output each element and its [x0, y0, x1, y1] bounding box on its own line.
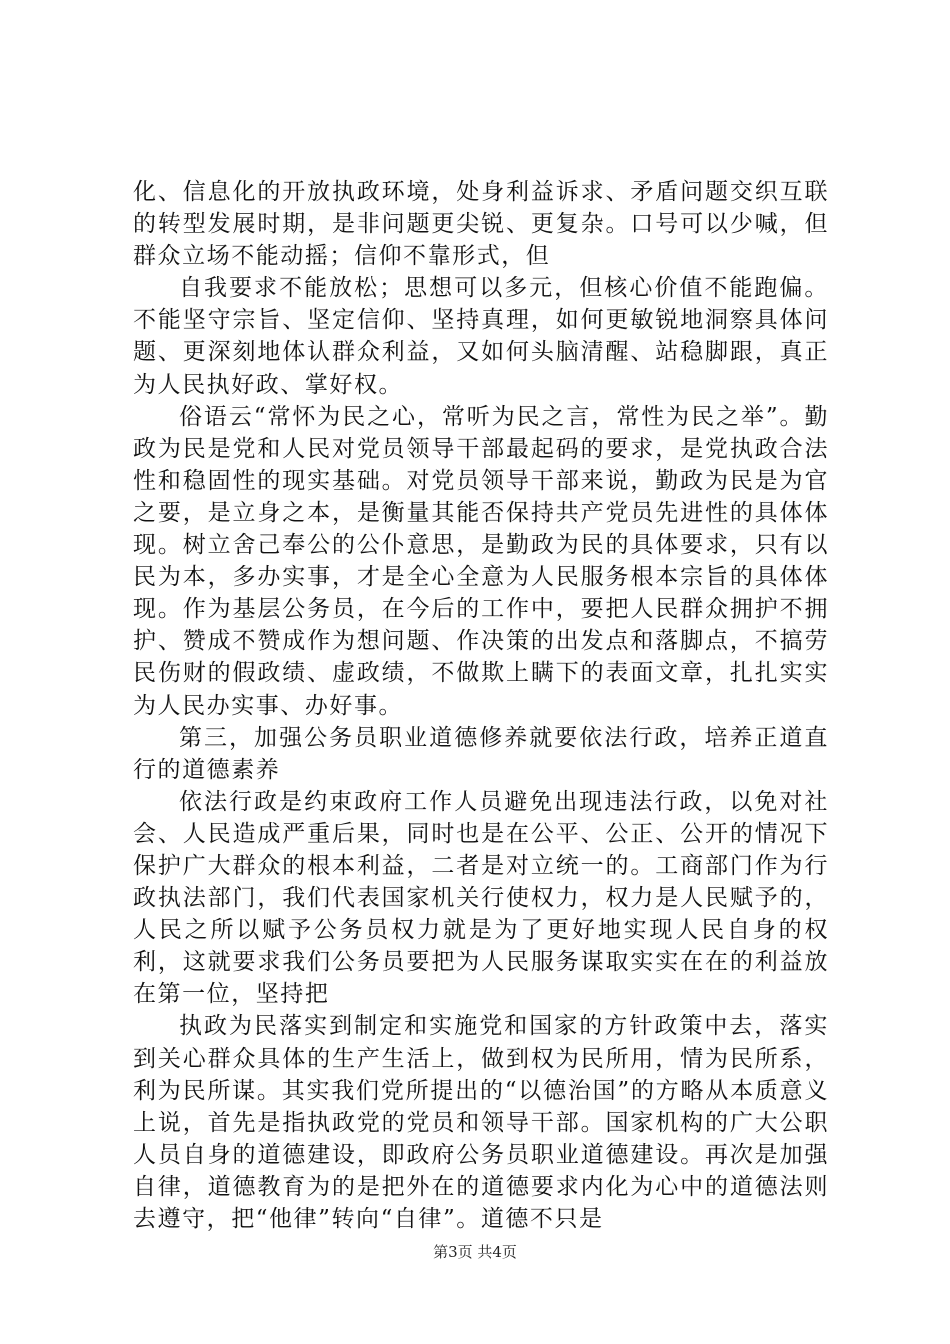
- paragraph-1: 化、信息化的开放执政环境，处身利益诉求、矛盾问题交织互联的转型发展时期，是非问题更尖锐、更复杂。口号可以少喊，但群众立场不能动摇；信仰不靠形式，但: [133, 179, 829, 270]
- paragraph-5: 依法行政是约束政府工作人员避免出现违法行政，以免对社会、人民造成严重后果，同时也是在公平、公正、公开的情况下保护广大群众的根本利益，二者是对立统一的。工商部门作为行政执法部门，我们代表国家机关行使权力，权力是人民赋予的，人民之所以赋予公务员权力就是为了更好地实现人民自身的权利，这就要求我们公务员要把为人民服务谋取实实在在的利益放在第一位，坚持把: [133, 788, 829, 1008]
- section-heading-3: 第三，加强公务员职业道德修养就要依法行政，培养正道直行的道德素养: [133, 724, 829, 783]
- document-body: [133, 176, 829, 1235]
- page-footer: 第3页 共4页: [433, 1243, 517, 1261]
- paragraph-2: 自我要求不能放松；思想可以多元，但核心价值不能跑偏。不能坚守宗旨、坚定信仰、坚持真理，如何更敏锐地洞察具体问题、更深刻地体认群众利益，又如何头脑清醒、站稳脚跟，真正为人民执好政、掌好权。: [133, 275, 829, 398]
- paragraph-6: 执政为民落实到制定和实施党和国家的方针政策中去，落实到关心群众具体的生产生活上，做到权为民所用，情为民所系，利为民所谋。其实我们党所提出的“以德治国”的方略从本质意义上说，首先是指执政党的党员和领导干部。国家机构的广大公职人员自身的道德建设，即政府公务员职业道德建设。再次是加强自律，道德教育为的是把外在的道德要求内化为心中的道德法则去遵守，把“他律”转向“自律”。道德不只是: [133, 1013, 829, 1232]
- paragraph-3: 俗语云“常怀为民之心，常听为民之言，常性为民之举”。勤政为民是党和人民对党员领导干部最起码的要求，是党执政合法性和稳固性的现实基础。对党员领导干部来说，勤政为民是为官之要，是立身之本，是衡量其能否保持共产党员先进性的具体体现。树立舍己奉公的公仆意思，是勤政为民的具体要求，只有以民为本，多办实事，才是全心全意为人民服务根本宗旨的具体体现。作为基层公务员，在今后的工作中，要把人民群众拥护不拥护、赞成不赞成作为想问题、作决策的出发点和落脚点，不搞劳民伤财的假政绩、虚政绩，不做欺上瞒下的表面文章，扎扎实实为人民办实事、办好事。: [133, 403, 829, 719]
